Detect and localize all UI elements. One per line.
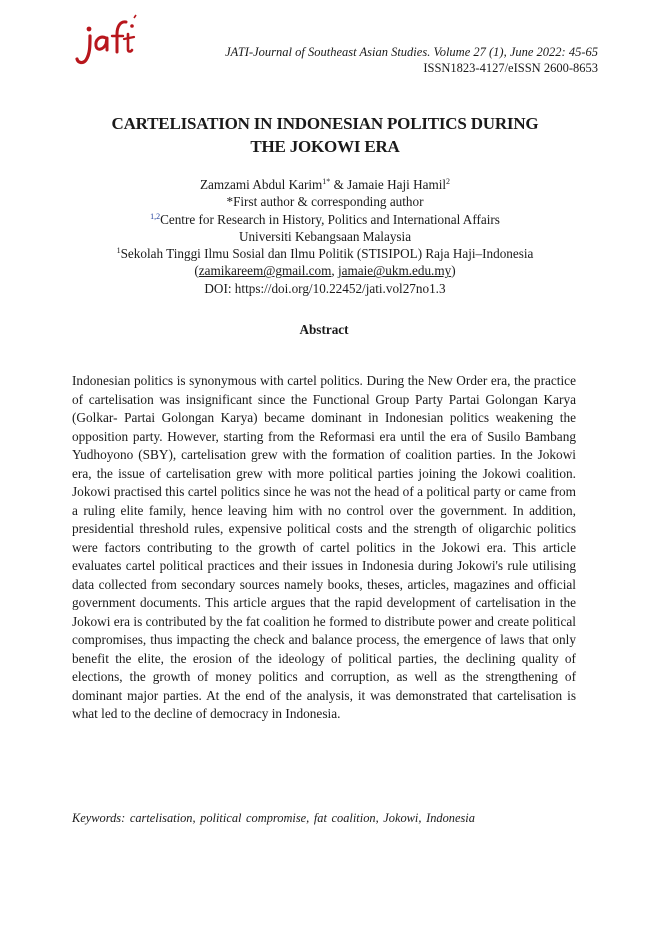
affiliation-2-marker: 1: [116, 246, 121, 256]
email-line: [40, 262, 610, 279]
first-author-note: *First author & corresponding author: [226, 194, 424, 210]
author-2-name: Jamaie Haji Hamil: [347, 177, 447, 192]
email-open-paren: (: [194, 263, 199, 279]
author-1-marker: 1*: [322, 177, 331, 186]
email-separator: ,: [331, 263, 338, 279]
email-link-2[interactable]: jamaie@ukm.edu.my: [337, 263, 452, 279]
keywords-line: Keywords: cartelisation, political compromise, fat coalition, Jokowi, Indonesia: [72, 811, 475, 825]
author-separator: &: [330, 177, 348, 192]
author-2-marker: 2: [446, 177, 451, 186]
journal-citation: JATI-Journal of Southeast Asian Studies. Volume 27 (1), June 2022: 45-65: [225, 45, 598, 59]
journal-issn: ISSN1823-4127/eISSN 2600-8653: [423, 61, 598, 75]
affiliation-1: [40, 211, 610, 228]
affiliation-1-text: Centre for Research in History, Politics and International Affairs: [160, 211, 500, 227]
affiliation-1-university: Universiti Kebangsaan Malaysia: [238, 228, 412, 244]
author-1-name: Zamzami Abdul Karim: [199, 177, 323, 192]
doi-line[interactable]: DOI: https://doi.org/10.22452/jati.vol27no1.3: [204, 280, 446, 296]
journal-header: [225, 44, 598, 76]
author-line: [40, 176, 610, 193]
abstract-heading: Abstract: [299, 322, 349, 337]
title-line-2: THE JOKOWI ERA: [250, 137, 400, 156]
author-block: [40, 176, 610, 297]
email-close-paren: ): [451, 263, 456, 279]
abstract-body: Indonesian politics is synonymous with cartel politics. During the New Order era, the practice of cartelisation was insignificant since the Functional Group Party Partai Golongan Karya (Golkar- Partai Golongan Karya) became dominant in Indonesian politics weakening the opposition party. However, starting from the Reformasi era until the era of Susilo Bambang Yudhoyono (SBY), cartelisation grew with the formation of coalition parties. In the Jokowi era, the issue of cartelisation grew with more political parties joining the Jokowi coalition. Jokowi practised this cartel politics since he was not the head of a political party or came from a ruling elite family, hence leaving him with no control over the government. In addition, presidential threshold rules, expensive political costs and the strength of oligarchic politics were factors contributing to the growth of cartel politics in the Jokowi era. This article evaluates cartel political practices and their issues in Indonesia during Jokowi's rule utilising data collected from secondary sources namely books, theses, articles, magazines and official government documents. This article argues that the rapid development of cartelisation in the Jokowi era is contributed by the fat coalition he formed to distribute power and create political compromises, thus impacting the check and balance process, the emergence of laws that only benefit the elite, the erosion of the ideology of political parties, the declining quality of elections, the growth of money politics and corruption, as well as the strengthening of dominant major parties. At the end of the analysis, it was demonstrated that cartelisation is what led to the decline of democracy in Indonesia.: [72, 373, 576, 721]
paper-title: [60, 112, 590, 158]
affiliation-1-marker: 1,2: [150, 211, 161, 221]
email-link-1[interactable]: zamikareem@gmail.com: [198, 263, 332, 279]
journal-logo: [74, 14, 140, 68]
affiliation-2: [40, 245, 610, 262]
title-line-1: CARTELISATION IN INDONESIAN POLITICS DURING: [111, 114, 539, 133]
affiliation-2-text: Sekolah Tinggi Ilmu Sosial dan Ilmu Politik (STISIPOL) Raja Haji–Indonesia: [120, 246, 534, 262]
